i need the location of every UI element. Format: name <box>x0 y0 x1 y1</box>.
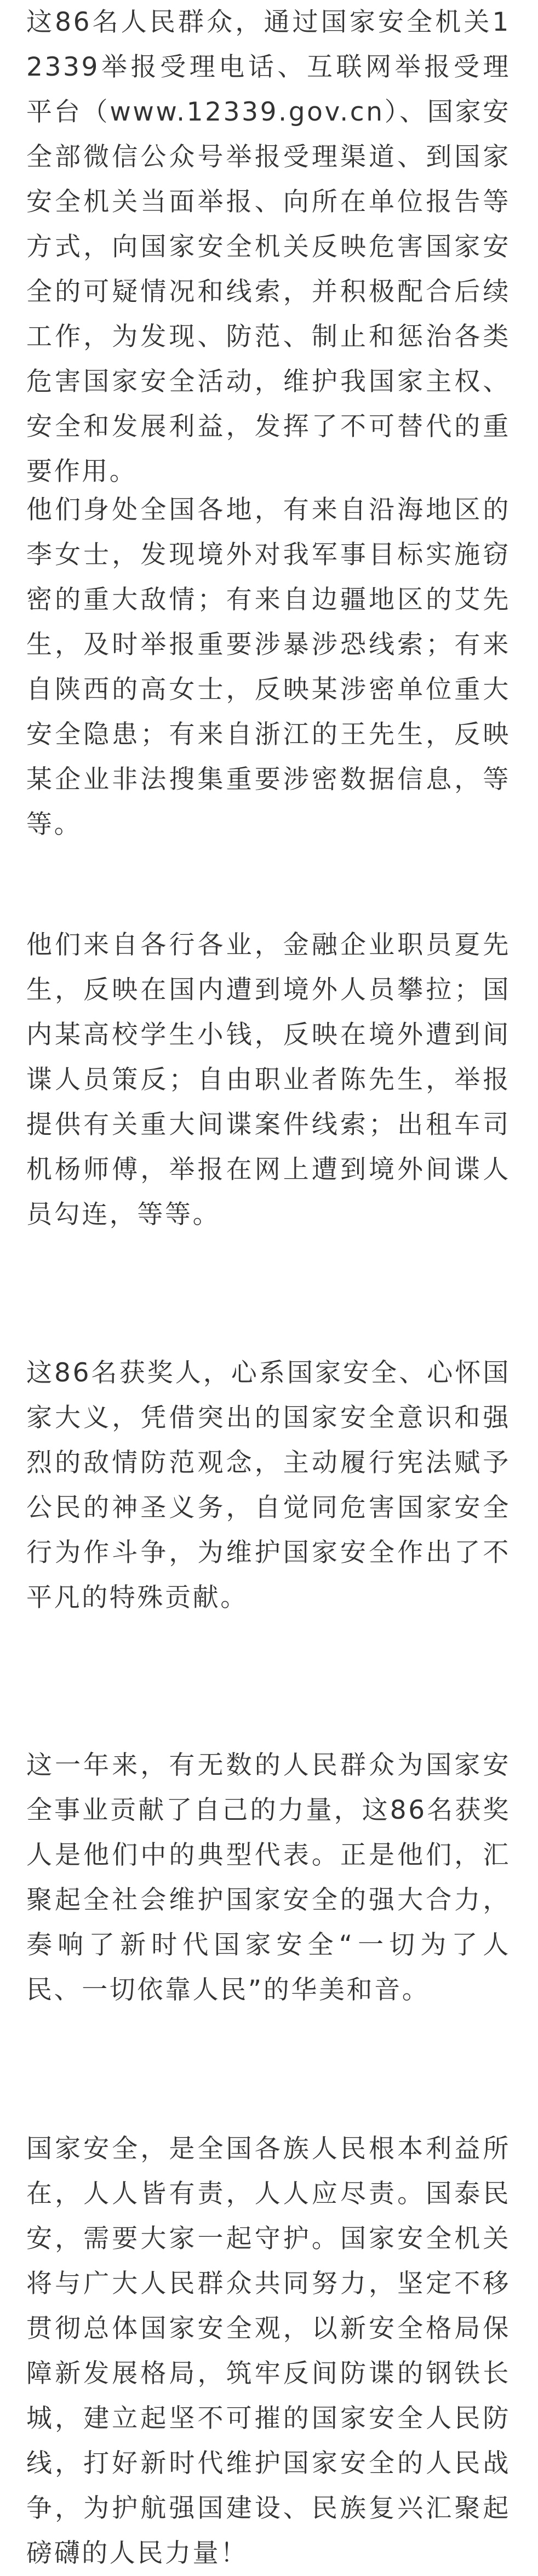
article-paragraph-1: 这86名人民群众，通过国家安全机关12339举报受理电话、互联网举报受理平台（www.12339.gov.cn）、国家安全部微信公众号举报受理渠道、到国家安全机关当面举报、向所在单位报告等方式，向国家安全机关反映危害国家安全的可疑情况和线索，并积极配合后续工作，为发现、防范、制止和惩治各类危害国家安全活动，维护我国家主权、安全和发展利益，发挥了不可替代的重要作用。 <box>26 7 511 487</box>
article-paragraph-2: 他们身处全国各地，有来自沿海地区的李女士，发现境外对我军事目标实施窃密的重大敌情；有来自边疆地区的艾先生，及时举报重要涉暴涉恐线索；有来自陕西的高女士，反映某涉密单位重大安全隐患；有来自浙江的王先生，反映某企业非法搜集重要涉密数据信息，等等。 <box>26 495 511 839</box>
article-paragraph-5: 这一年来，有无数的人民群众为国家安全事业贡献了自己的力量，这86名获奖人是他们中的典型代表。正是他们，汇聚起全社会维护国家安全的强大合力，奏响了新时代国家安全“一切为了人民、一切依靠人民”的华美和音。 <box>26 1750 511 2005</box>
article-paragraph-6: 国家安全，是全国各族人民根本利益所在，人人皆有责，人人应尽责。国泰民安，需要大家一起守护。国家安全机关将与广大人民群众共同努力，坚定不移贯彻总体国家安全观，以新安全格局保障新发展格局，筑牢反间防谍的钢铁长城，建立起坚不可摧的国家安全人民防线，打好新时代维护国家安全的人民战争，为护航强国建设、民族复兴汇聚起磅礴的人民力量！ <box>26 2134 511 2568</box>
article-paragraph-4: 这86名获奖人，心系国家安全、心怀国家大义，凭借突出的国家安全意识和强烈的敌情防范观念，主动履行宪法赋予公民的神圣义务，自觉同危害国家安全行为作斗争，为维护国家安全作出了不平凡的特殊贡献。 <box>26 1358 511 1613</box>
article-paragraph-3: 他们来自各行各业，金融企业职员夏先生，反映在国内遭到境外人员攀拉；国内某高校学生小钱，反映在境外遭到间谍人员策反；自由职业者陈先生，举报提供有关重大间谍案件线索；出租车司机杨师傅，举报在网上遭到境外间谍人员勾连，等等。 <box>26 930 511 1230</box>
